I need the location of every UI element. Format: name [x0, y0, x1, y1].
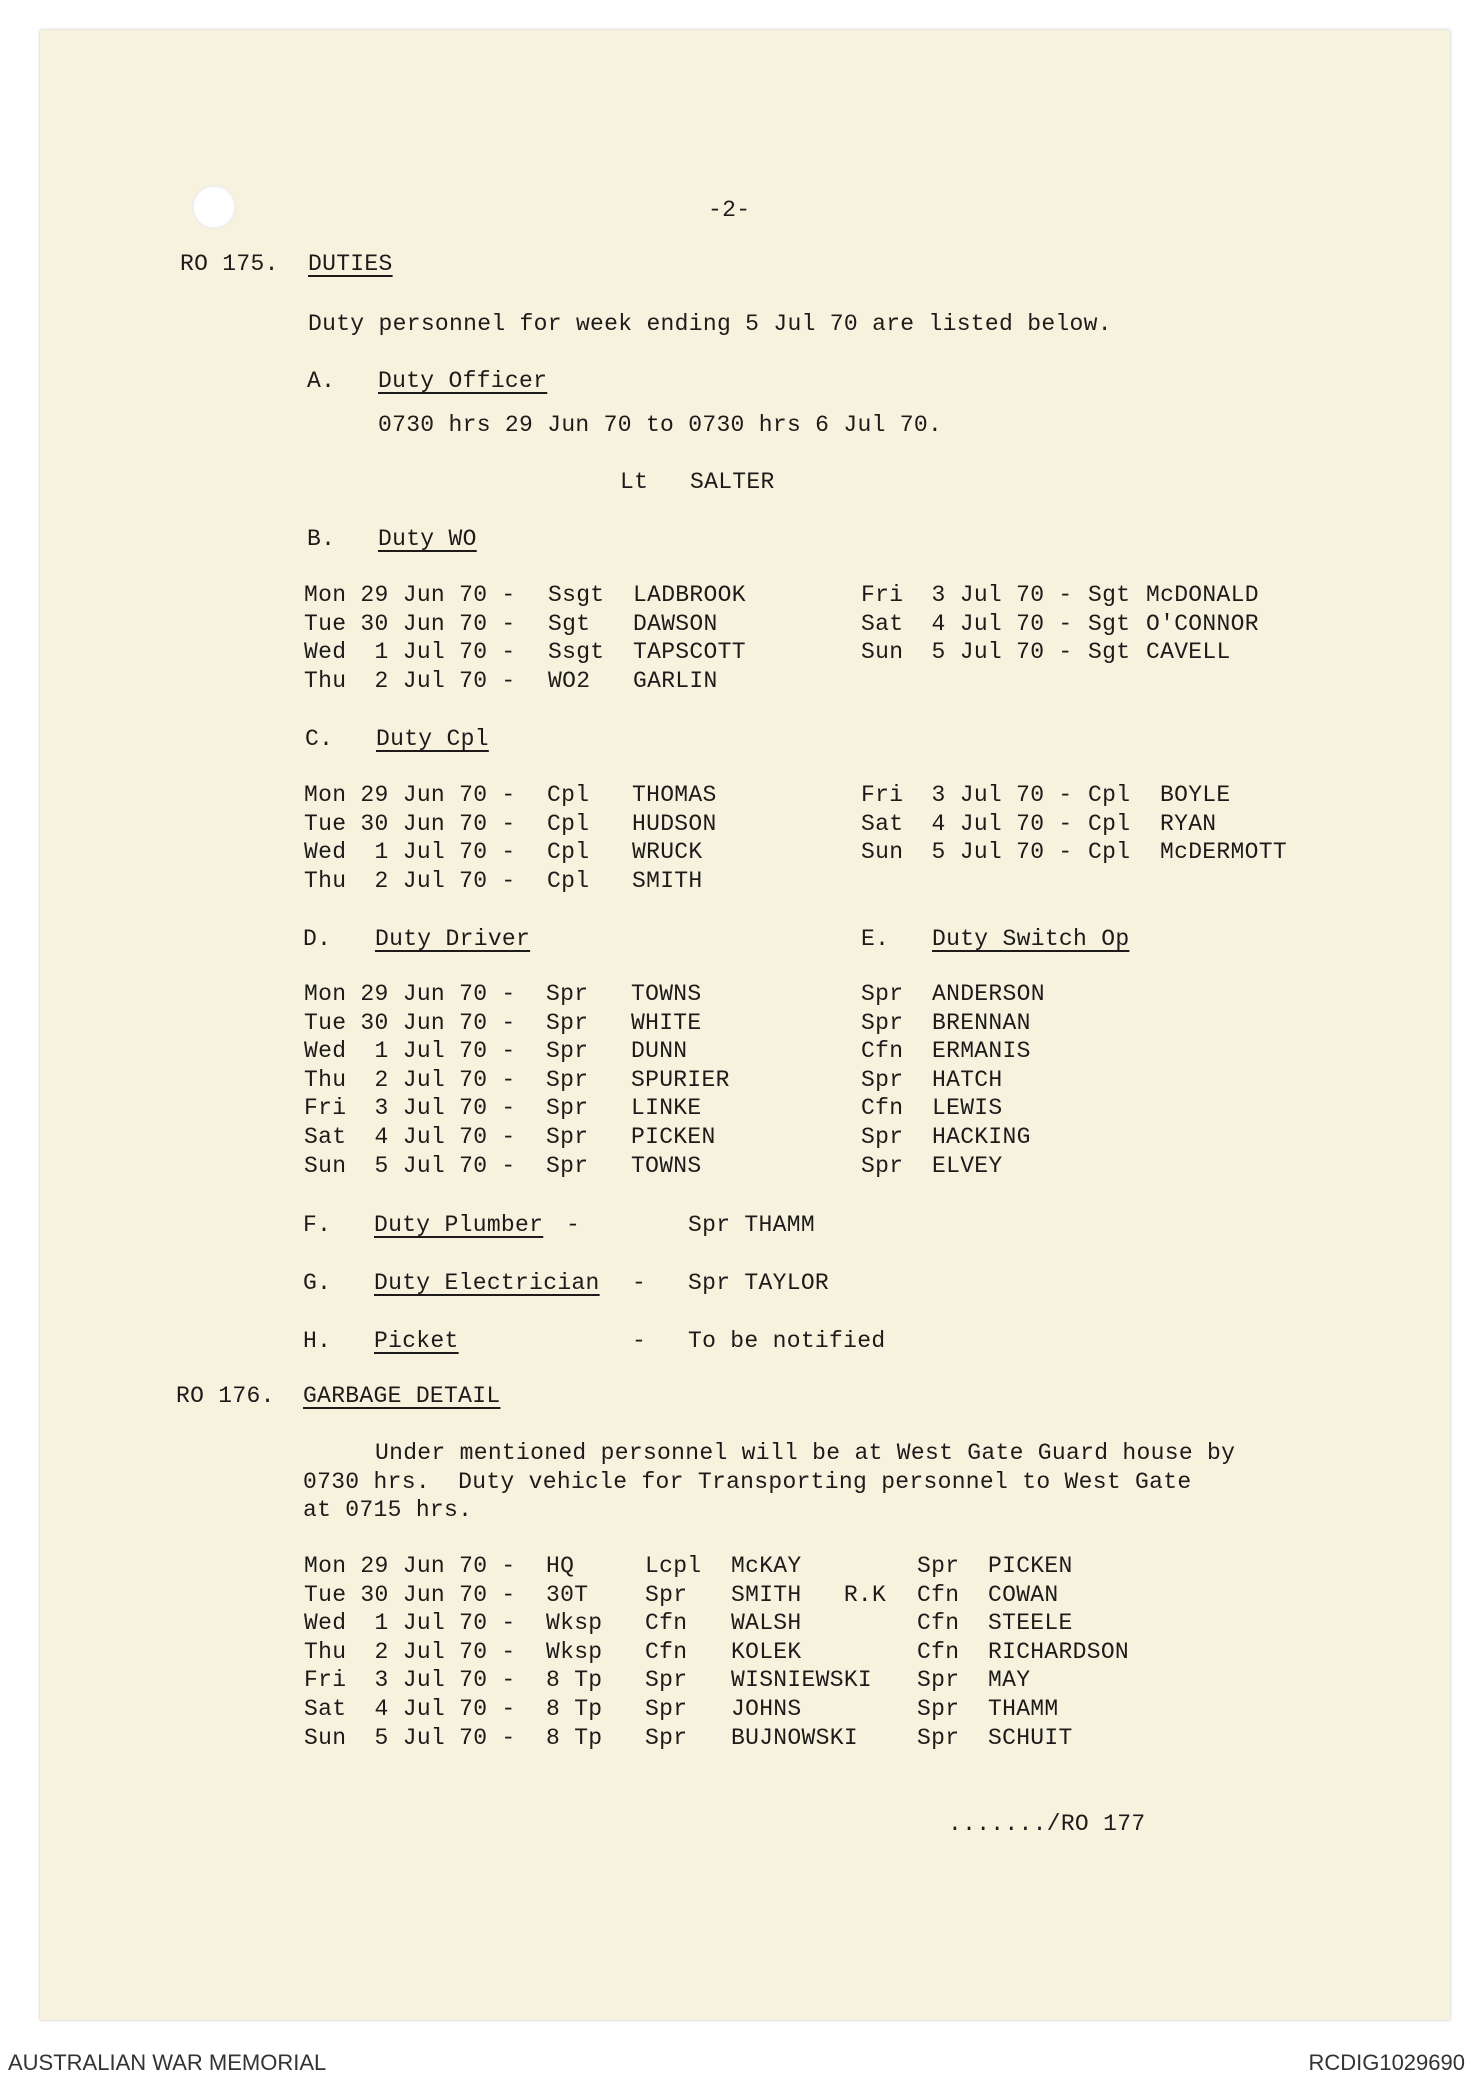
section-h-dash: - [632, 1328, 647, 1354]
duty-switch-op-row-rank: Spr [861, 1152, 904, 1179]
duty-driver-row-rank: Spr [546, 981, 589, 1007]
duty-wo-row-date: Sun 5 Jul 70 - [861, 639, 1073, 666]
garbage-row-name1: McKAY [731, 1553, 802, 1579]
duty-driver-row-name: PICKEN [631, 1124, 716, 1150]
duty-driver-row-date: Tue 30 Jun 70 - [304, 1009, 516, 1036]
duty-switch-op-row-name: ERMANIS [932, 1038, 1031, 1065]
garbage-row-rank1: Spr [645, 1696, 688, 1722]
garbage-row-rank1: Spr [645, 1581, 688, 1608]
duty-driver-row-date: Thu 2 Jul 70 - [304, 1066, 516, 1093]
duty-switch-op-row-rank: Cfn [861, 1038, 904, 1065]
ro176-number: RO 176. [176, 1383, 275, 1409]
garbage-row-date: Thu 2 Jul 70 - [304, 1638, 516, 1665]
section-f-letter: F. [303, 1212, 332, 1238]
punch-hole [192, 185, 236, 229]
duty-driver-row-date: Wed 1 Jul 70 - [304, 1038, 516, 1065]
garbage-row-date: Tue 30 Jun 70 - [304, 1581, 516, 1608]
duty-driver-row-name: TOWNS [631, 1152, 702, 1179]
duty-switch-op-row-name: HATCH [932, 1066, 1003, 1093]
duty-driver-row-name: SPURIER [631, 1066, 730, 1093]
garbage-row-name1: BUJNOWSKI [731, 1724, 858, 1751]
garbage-row-date: Fri 3 Jul 70 - [304, 1667, 516, 1694]
ro175-intro: Duty personnel for week ending 5 Jul 70 are listed below. [308, 311, 1112, 337]
duty-cpl-row-date: Wed 1 Jul 70 - [304, 839, 516, 866]
garbage-row-name2: MAY [988, 1667, 1031, 1694]
ro175-number: RO 175. [180, 251, 279, 277]
duty-wo-row-rank: Sgt [1088, 639, 1131, 666]
garbage-row-rank2: Cfn [917, 1610, 960, 1637]
footer-id: RCDIG1029690 [1308, 2050, 1465, 2075]
continuation-marker: ......./RO 177 [948, 1811, 1146, 1837]
section-e-letter: E. [861, 926, 890, 952]
duty-driver-row-name: DUNN [631, 1038, 688, 1065]
duty-driver-row-date: Sat 4 Jul 70 - [304, 1124, 516, 1150]
garbage-row-name2: THAMM [988, 1696, 1059, 1722]
garbage-row-name1: SMITH R.K [731, 1581, 887, 1608]
duty-driver-row-rank: Spr [546, 1124, 589, 1150]
garbage-row-rank1: Spr [645, 1667, 688, 1694]
duty-wo-row-rank: Ssgt [548, 639, 605, 666]
duty-cpl-row-rank: Cpl [547, 810, 590, 837]
duty-officer-name: SALTER [690, 469, 775, 495]
duty-switch-op-row-rank: Spr [861, 981, 904, 1007]
garbage-row-name2: RICHARDSON [988, 1638, 1130, 1665]
duty-wo-row-date: Fri 3 Jul 70 - [861, 582, 1073, 608]
duty-cpl-row-rank: Cpl [547, 782, 590, 808]
section-h-heading: Picket [374, 1328, 459, 1354]
duty-wo-row-rank: Ssgt [548, 582, 605, 608]
duty-driver-row-rank: Spr [546, 1009, 589, 1036]
duty-wo-row-date: Thu 2 Jul 70 - [304, 667, 516, 694]
duty-driver-row-name: WHITE [631, 1009, 702, 1036]
duty-cpl-row-rank: Cpl [1088, 810, 1131, 837]
duty-wo-row-rank: WO2 [548, 667, 591, 694]
garbage-row-name2: PICKEN [988, 1553, 1073, 1579]
garbage-row-rank2: Spr [917, 1696, 960, 1722]
duty-wo-row-rank: Sgt [1088, 582, 1131, 608]
section-d-heading: Duty Driver [375, 926, 531, 952]
garbage-row-rank2: Cfn [917, 1638, 960, 1665]
ro176-para-line-2: 0730 hrs. Duty vehicle for Transporting personnel to West Gate [303, 1469, 1192, 1495]
duty-wo-row-date: Mon 29 Jun 70 - [304, 582, 516, 608]
section-a-heading: Duty Officer [378, 368, 548, 394]
duty-cpl-row-rank: Cpl [547, 867, 590, 894]
picket-value: To be notified [688, 1328, 886, 1354]
garbage-row-name1: JOHNS [731, 1696, 802, 1722]
garbage-row-unit: 8 Tp [546, 1724, 603, 1751]
duty-cpl-row-date: Sat 4 Jul 70 - [861, 810, 1073, 837]
duty-switch-op-row-name: ANDERSON [932, 981, 1045, 1007]
section-e-heading: Duty Switch Op [932, 926, 1130, 952]
duty-wo-row-name: DAWSON [633, 610, 718, 637]
duty-wo-row-date: Wed 1 Jul 70 - [304, 639, 516, 666]
duty-cpl-row-name: BOYLE [1160, 782, 1231, 808]
duty-switch-op-row-name: ELVEY [932, 1152, 1003, 1179]
section-h-letter: H. [303, 1328, 332, 1354]
section-f-dash: - [566, 1212, 581, 1238]
duty-wo-row-name: McDONALD [1146, 582, 1259, 608]
duty-wo-row-name: CAVELL [1146, 639, 1231, 666]
garbage-row-rank2: Spr [917, 1667, 960, 1694]
garbage-row-name1: WALSH [731, 1610, 802, 1637]
duty-driver-row-rank: Spr [546, 1066, 589, 1093]
section-c-heading: Duty Cpl [376, 726, 489, 752]
duty-switch-op-row-rank: Spr [861, 1009, 904, 1036]
duty-driver-row-date: Mon 29 Jun 70 - [304, 981, 516, 1007]
section-f-heading: Duty Plumber [374, 1212, 544, 1238]
duty-cpl-row-date: Fri 3 Jul 70 - [861, 782, 1073, 808]
garbage-row-rank1: Spr [645, 1724, 688, 1751]
duty-switch-op-row-rank: Spr [861, 1066, 904, 1093]
section-b-letter: B. [307, 526, 336, 552]
footer-source: AUSTRALIAN WAR MEMORIAL [8, 2050, 327, 2075]
garbage-row-date: Wed 1 Jul 70 - [304, 1610, 516, 1637]
duty-driver-row-rank: Spr [546, 1152, 589, 1179]
duty-switch-op-row-name: HACKING [932, 1124, 1031, 1150]
duty-plumber-value: Spr THAMM [688, 1212, 815, 1238]
garbage-row-rank1: Cfn [645, 1638, 688, 1665]
duty-cpl-row-date: Tue 30 Jun 70 - [304, 810, 516, 837]
section-c-letter: C. [305, 726, 334, 752]
duty-wo-row-name: O'CONNOR [1146, 610, 1259, 637]
ro175-title: DUTIES [308, 251, 393, 277]
duty-driver-row-name: LINKE [631, 1095, 702, 1122]
garbage-row-rank2: Spr [917, 1553, 960, 1579]
duty-electrician-value: Spr TAYLOR [688, 1270, 830, 1296]
garbage-row-date: Mon 29 Jun 70 - [304, 1553, 516, 1579]
duty-switch-op-row-name: BRENNAN [932, 1009, 1031, 1036]
section-g-dash: - [632, 1270, 647, 1296]
garbage-row-rank2: Cfn [917, 1581, 960, 1608]
garbage-row-rank1: Cfn [645, 1610, 688, 1637]
duty-cpl-row-rank: Cpl [1088, 839, 1131, 866]
duty-cpl-row-name: WRUCK [632, 839, 703, 866]
section-g-heading: Duty Electrician [374, 1270, 600, 1296]
section-d-letter: D. [303, 926, 332, 952]
ro176-para-line-3: at 0715 hrs. [303, 1497, 473, 1523]
ro176-title: GARBAGE DETAIL [303, 1383, 501, 1409]
duty-driver-row-rank: Spr [546, 1095, 589, 1122]
duty-driver-row-date: Fri 3 Jul 70 - [304, 1095, 516, 1122]
garbage-row-date: Sun 5 Jul 70 - [304, 1724, 516, 1751]
duty-cpl-row-rank: Cpl [547, 839, 590, 866]
duty-driver-row-name: TOWNS [631, 981, 702, 1007]
duty-cpl-row-name: RYAN [1160, 810, 1217, 837]
duty-driver-row-date: Sun 5 Jul 70 - [304, 1152, 516, 1179]
duty-cpl-row-name: McDERMOTT [1160, 839, 1287, 866]
garbage-row-name2: COWAN [988, 1581, 1059, 1608]
garbage-row-unit: Wksp [546, 1610, 603, 1637]
duty-cpl-row-name: THOMAS [632, 782, 717, 808]
section-a-letter: A. [307, 368, 336, 394]
garbage-row-name1: WISNIEWSKI [731, 1667, 873, 1694]
duty-switch-op-row-rank: Cfn [861, 1095, 904, 1122]
duty-cpl-row-name: SMITH [632, 867, 703, 894]
garbage-row-name2: STEELE [988, 1610, 1073, 1637]
garbage-row-rank2: Spr [917, 1724, 960, 1751]
duty-wo-row-name: LADBROOK [633, 582, 746, 608]
duty-wo-row-rank: Sgt [548, 610, 591, 637]
garbage-row-unit: 30T [546, 1581, 589, 1608]
duty-officer-rank: Lt [620, 469, 649, 495]
duty-cpl-row-date: Mon 29 Jun 70 - [304, 782, 516, 808]
garbage-row-date: Sat 4 Jul 70 - [304, 1696, 516, 1722]
duty-switch-op-row-name: LEWIS [932, 1095, 1003, 1122]
duty-cpl-row-date: Thu 2 Jul 70 - [304, 867, 516, 894]
garbage-row-unit: 8 Tp [546, 1696, 603, 1722]
duty-cpl-row-name: HUDSON [632, 810, 717, 837]
duty-driver-row-rank: Spr [546, 1038, 589, 1065]
garbage-row-unit: 8 Tp [546, 1667, 603, 1694]
ro176-para-line-1: Under mentioned personnel will be at West Gate Guard house by [375, 1440, 1236, 1466]
duty-wo-row-name: TAPSCOTT [633, 639, 746, 666]
duty-cpl-row-rank: Cpl [1088, 782, 1131, 808]
section-b-heading: Duty WO [378, 526, 477, 552]
duty-wo-row-date: Tue 30 Jun 70 - [304, 610, 516, 637]
garbage-row-name1: KOLEK [731, 1638, 802, 1665]
garbage-row-unit: Wksp [546, 1638, 603, 1665]
duty-wo-row-rank: Sgt [1088, 610, 1131, 637]
duty-wo-row-date: Sat 4 Jul 70 - [861, 610, 1073, 637]
garbage-row-unit: HQ [546, 1553, 575, 1579]
garbage-row-rank1: Lcpl [645, 1553, 702, 1579]
duty-switch-op-row-rank: Spr [861, 1124, 904, 1150]
duty-cpl-row-date: Sun 5 Jul 70 - [861, 839, 1073, 866]
duty-wo-row-name: GARLIN [633, 667, 718, 694]
section-g-letter: G. [303, 1270, 332, 1296]
duty-officer-period: 0730 hrs 29 Jun 70 to 0730 hrs 6 Jul 70. [378, 412, 943, 438]
page-number: -2- [708, 197, 751, 223]
garbage-row-name2: SCHUIT [988, 1724, 1073, 1751]
